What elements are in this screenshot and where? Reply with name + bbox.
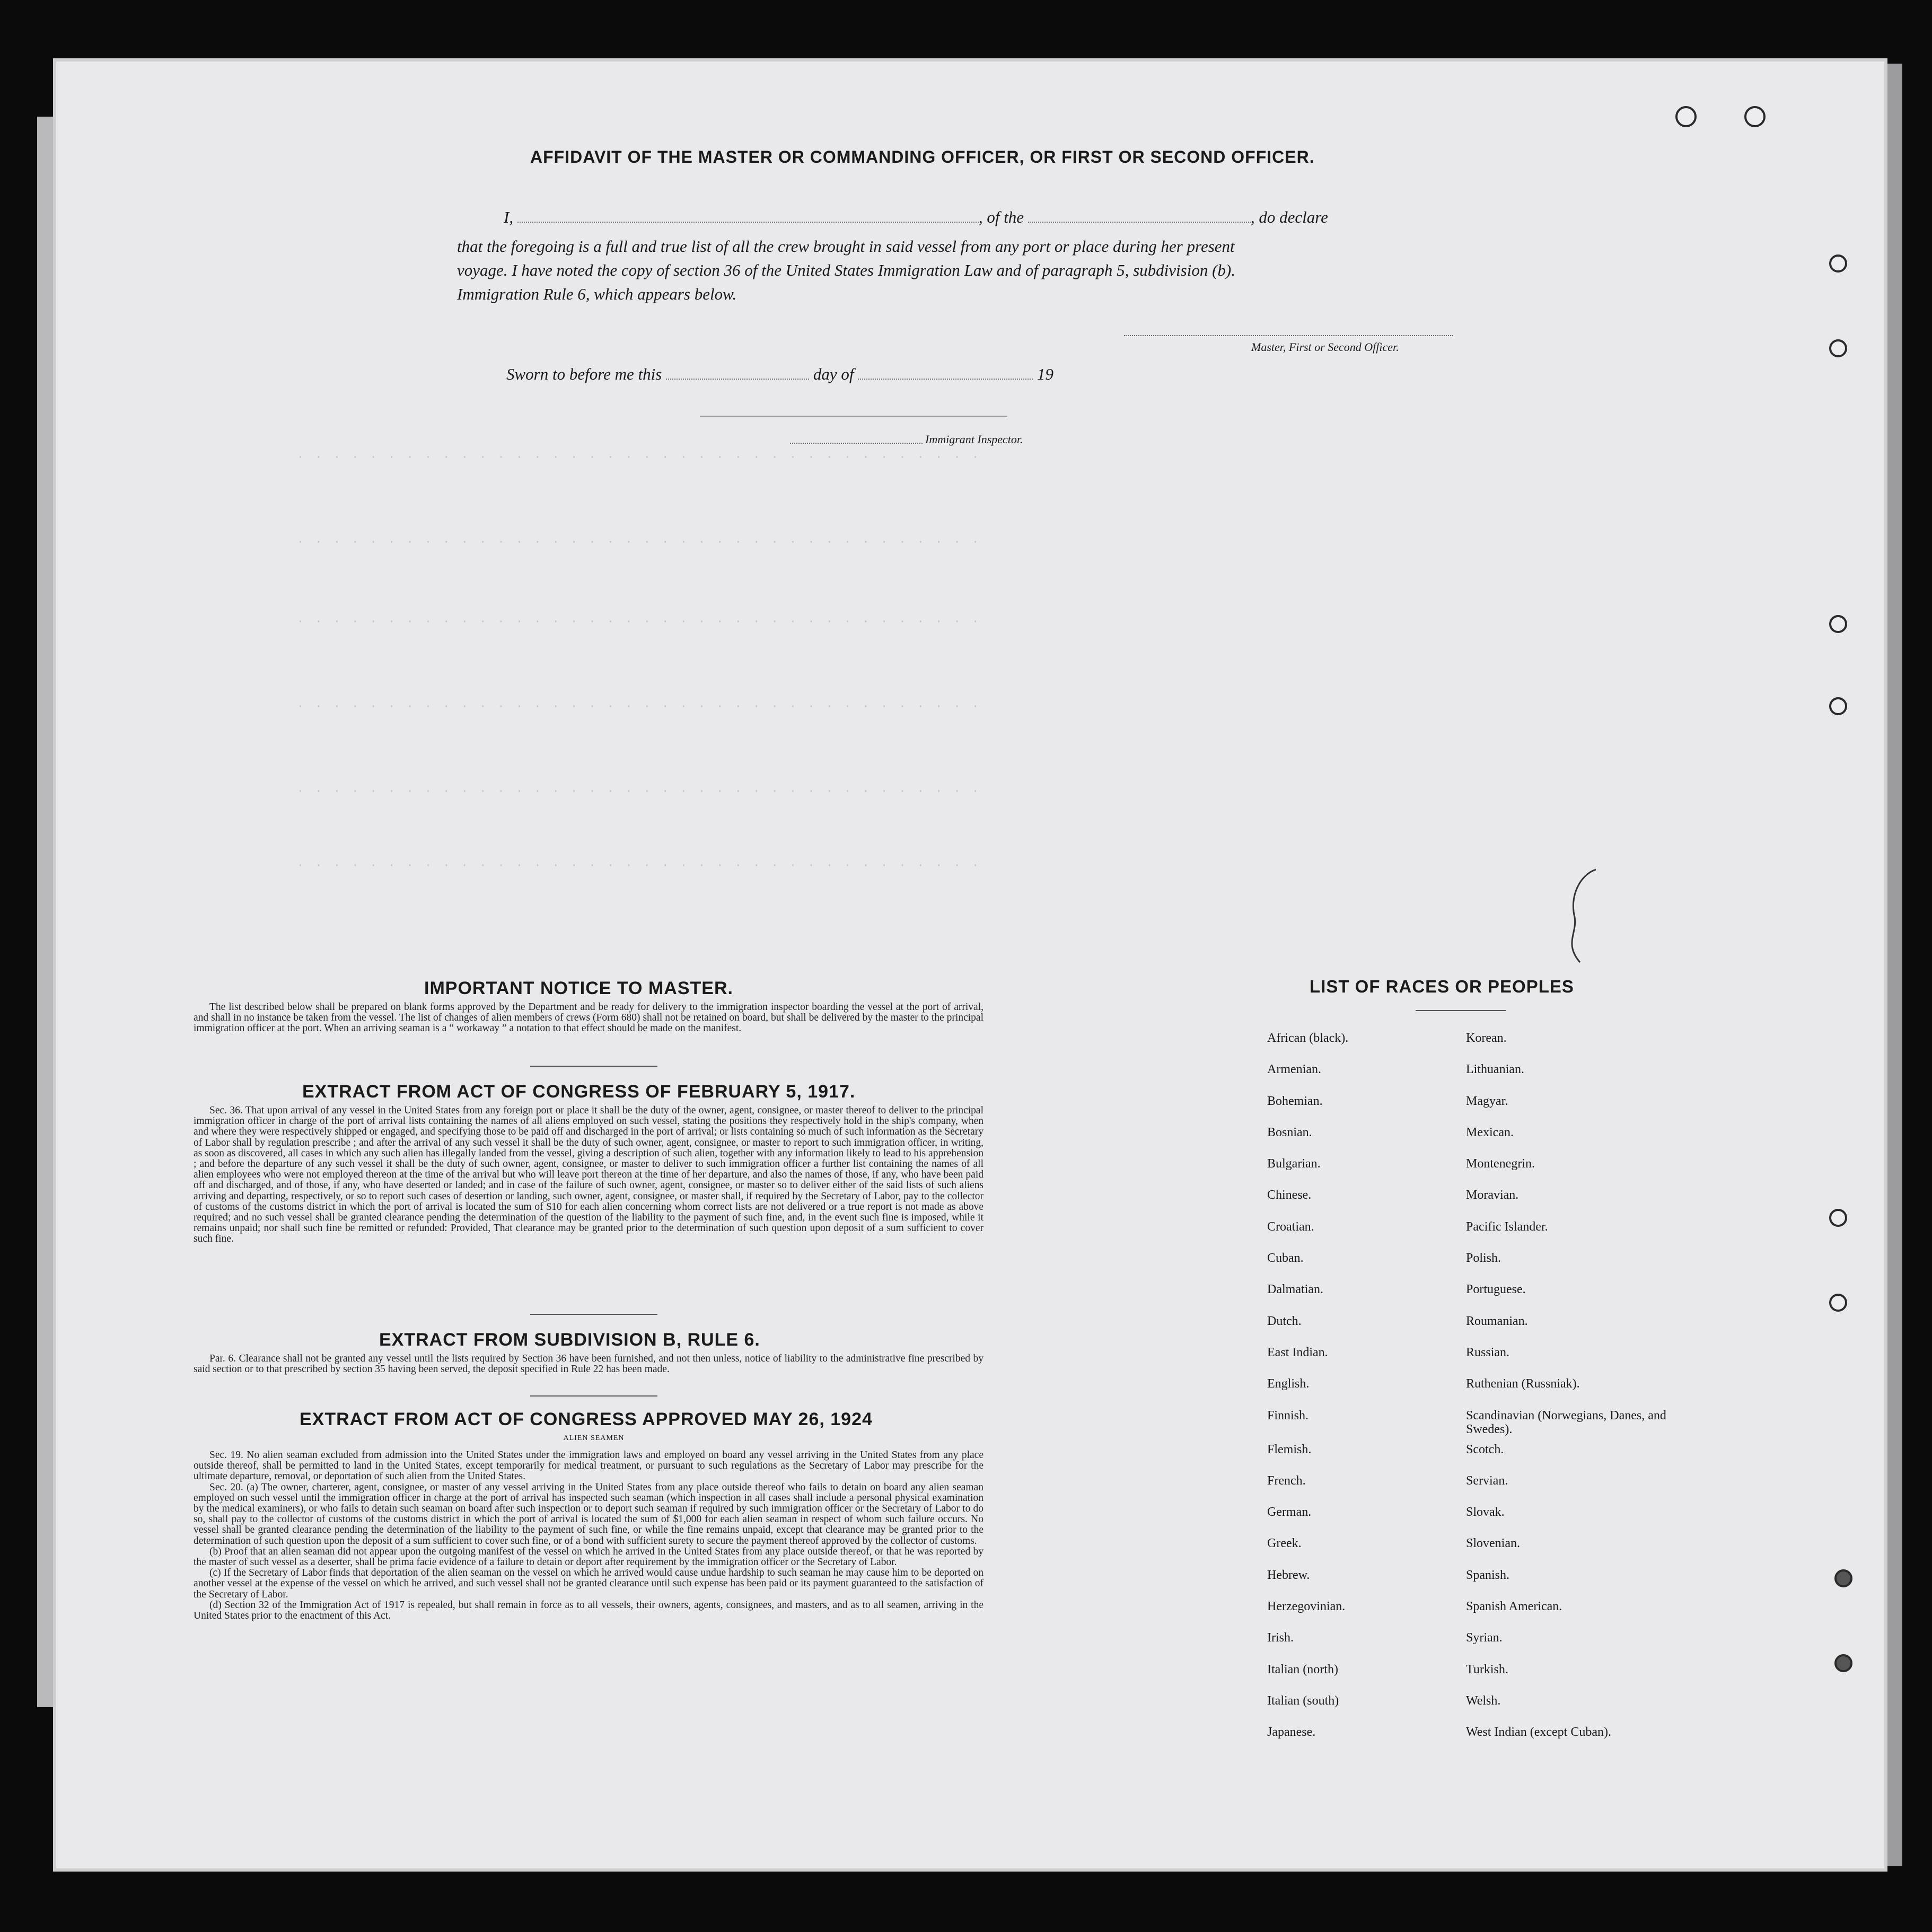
punch-hole-icon: [1829, 1294, 1847, 1312]
affidavit-i-label: I,: [504, 208, 514, 226]
extract-rule-6-title: EXTRACT FROM SUBDIVISION B, RULE 6.: [379, 1330, 760, 1350]
divider: [530, 1066, 657, 1067]
race-item: Lithuanian.: [1466, 1062, 1524, 1077]
officer-name-field[interactable]: [517, 210, 979, 223]
vessel-name-field[interactable]: [1028, 210, 1251, 223]
race-item: Italian (south): [1267, 1693, 1339, 1708]
affidavit-line-3: voyage. I have noted the copy of section 36 of the United States Immigration Law and of paragraph 5, subdivision (b).: [457, 261, 1235, 279]
sworn-before-label: Sworn to before me this: [506, 365, 662, 383]
notice-paragraph: The list described below shall be prepared on blank forms approved by the Department and be ready for delivery to the immigration inspector boarding the vessel at the port of arrival, and shall in no instance be taken from the vessel. The list of changes of alien members of crews (Form 680) shall not be retained on board, but shall be delivered by the master to the principal immigration officer at the port. When an arriving seaman is a “ workaway ” a notation to that effect should be made on the manifest.: [194, 1002, 983, 1034]
races-right-column: [1466, 1031, 1667, 1757]
race-item: Bulgarian.: [1267, 1157, 1321, 1171]
race-item: Pacific Islander.: [1466, 1219, 1548, 1234]
sec-20a-paragraph: Sec. 20. (a) The owner, charterer, agent, consignee, or master of any vessel arriving in the United States from any place outside thereof who fails to detain on board any alien seaman employed on such vessel until the immigration officer in charge at the port of arrival has inspected such seaman (which inspection in all cases shall include a personal physical examination by the medical examiners), or who fails to detain such seaman on board after such inspection or to deport such seaman if required by such immigration officer or the Secretary of Labor to do so, shall pay to the collector of customs of the customs district in which the port of arrival is located the sum of $1,000 for each alien seaman in respect of whom such failure occurs. No vessel shall be granted clearance pending the determination of the liability to the payment of such fine, or while the fine remains unpaid, except that clearance may be granted prior to the determination of such question upon the deposit of a sum sufficient to cover such fine, or of a bond with sufficient surety to secure the payment thereof approved by the collector of customs.: [194, 1481, 983, 1547]
race-item: Slovenian.: [1466, 1536, 1520, 1551]
race-item: Scotch.: [1466, 1442, 1504, 1456]
race-item: Welsh.: [1466, 1693, 1501, 1708]
race-item: Italian (north): [1267, 1662, 1338, 1676]
race-item: English.: [1267, 1377, 1310, 1391]
punch-hole-icon: [1834, 1654, 1852, 1672]
race-item: African (black).: [1267, 1031, 1349, 1045]
divider: [530, 1395, 657, 1397]
race-item: Greek.: [1267, 1536, 1302, 1551]
inspector-signature-line[interactable]: [790, 443, 923, 444]
sec-19-paragraph: Sec. 19. No alien seaman excluded from admission into the United States under the immigration laws and employed on board any vessel arriving in the United States from any place outside thereof, shall be permitted to land in the United States, except temporarily for medical treatment, or pursuant to such regulations as the Secretary of Labor may prescribe for the ultimate departure, removal, or deportation of such alien from the United States.: [194, 1450, 983, 1482]
punch-hole-icon: [1675, 106, 1697, 127]
sec-20b-paragraph: (b) Proof that an alien seaman did not appear upon the outgoing manifest of the vessel on which he arrived in the United States from any place outside thereof, or that he was reported by the master of such vessel as a deserter, shall be prima facie evidence of a failure to detain or deport after requirement by the immigration officer or the Secretary of Labor.: [194, 1545, 983, 1568]
race-item: Mexican.: [1466, 1125, 1514, 1139]
race-item: Scandinavian (Norwegians, Danes, and Swedes).: [1466, 1408, 1666, 1436]
race-item: Japanese.: [1267, 1725, 1316, 1740]
affidavit-line-2: that the foregoing is a full and true list of all the crew brought in said vessel from any port or place during her present: [457, 237, 1235, 256]
race-item: Armenian.: [1267, 1062, 1321, 1077]
race-item: Moravian.: [1466, 1188, 1519, 1202]
day-of-label: day of: [813, 365, 854, 383]
race-item: Spanish American.: [1466, 1600, 1562, 1614]
race-item: Syrian.: [1466, 1631, 1503, 1645]
race-item: Hebrew.: [1267, 1568, 1310, 1582]
bleed-through-row: · · · · · · · · · · · · · · · · · · · · · · · · · · · · · · · · · · · · · ·: [297, 535, 981, 549]
race-item: French.: [1267, 1473, 1306, 1488]
do-declare-label: , do declare: [1250, 208, 1328, 226]
master-signature-label: Master, First or Second Officer.: [1251, 340, 1399, 354]
races-title: LIST OF RACES OR PEOPLES: [1310, 977, 1574, 996]
sworn-day-field[interactable]: [666, 367, 809, 380]
extract-1917-title: EXTRACT FROM ACT OF CONGRESS OF FEBRUARY 5, 1917.: [302, 1082, 856, 1102]
master-signature-line[interactable]: [1124, 335, 1453, 336]
sworn-month-field[interactable]: [858, 367, 1033, 380]
punch-hole-icon: [1744, 106, 1766, 127]
race-item: Slovak.: [1466, 1505, 1505, 1520]
race-item: Spanish.: [1466, 1568, 1510, 1582]
section-36-paragraph: Sec. 36. That upon arrival of any vessel in the United States from any foreign port or place it shall be the duty of the owner, agent, consignee, or master thereof to deliver to the principal immigration officer in charge of the port of arrival lists containing the names of all aliens employed on such vessel, stating the positions they respectively hold in the ship's company, when and where they were respectively shipped or engaged, and specifying those to be paid off and discharged in the port of arrival; or lists containing so much of such information as the Secretary of Labor shall by regulation prescribe ; and after the arrival of any such vessel it shall be the duty of such owner, agent, consignee, or master to report to such immigration officer, in writing, as soon as discovered, all cases in which any such alien has illegally landed from the vessel, giving a description of such alien, together with any information likely to lead to his apprehension ; and before the departure of any such vessel it shall be the duty of such owner, agent, consignee, or master to deliver to such immigration officer a further list containing the names of all alien employees who were not employed thereon at the time of the arrival but who will leave port thereon at the time of her departure, and also the names of those, if any, who have been paid off and discharged, and of those, if any, who have deserted or landed; and in case of the failure of such owner, agent, consignee, or master so to deliver either of the said lists of such aliens arriving and departing, respectively, or so to report such cases of desertion or landing, such owner, agent, consignee, or master shall, if required by the Secretary of Labor, pay to the collector of customs of the customs district in which the port of arrival is located the sum of $10 for each alien concerning whom correct lists are not delivered or a true report is not made as above required; and no such vessel shall be granted clearance pending the determination of the question of the liability to the payment of such fine, and, in the event such fine is imposed, while it remains unpaid; nor shall such fine be remitted or refunded: Provided, That clearance may be granted prior to the determination of such question upon deposit of a sum sufficient to cover such fine.: [194, 1105, 983, 1245]
year-prefix-label: 19: [1037, 365, 1053, 383]
race-item: Croatian.: [1267, 1219, 1314, 1234]
notice-text: [194, 1002, 983, 1034]
punch-hole-icon: [1829, 339, 1847, 357]
race-item: Cuban.: [1267, 1251, 1304, 1266]
sec-20c-paragraph: (c) If the Secretary of Labor finds that deportation of the alien seaman on the vessel on which he arrived would cause undue hardship to such seaman he may cause him to be deported on another vessel at the expense of the vessel on which he arrived, and such vessel shall not be granted clearance until such expense has been paid or its payment guaranteed to the satisfaction of the Secretary of Labor.: [194, 1567, 983, 1600]
race-item: Magyar.: [1466, 1094, 1508, 1108]
affidavit-line-4: Immigration Rule 6, which appears below.: [457, 285, 737, 303]
divider: [530, 1314, 657, 1315]
race-item: Irish.: [1267, 1631, 1294, 1645]
sec-20d-paragraph: (d) Section 32 of the Immigration Act of 1917 is repealed, but shall remain in force as to all vessels, their owners, agents, consignees, and masters, and as to all seamen, arriving in the United States prior to the enactment of this Act.: [194, 1599, 983, 1622]
punch-hole-icon: [1829, 254, 1847, 273]
extract-1924-title: EXTRACT FROM ACT OF CONGRESS APPROVED MAY 26, 1924: [300, 1409, 873, 1429]
affidavit-title: AFFIDAVIT OF THE MASTER OR COMMANDING OFFICER, OR FIRST OR SECOND OFFICER.: [530, 147, 1315, 166]
bleed-through-row: · · · · · · · · · · · · · · · · · · · · · · · · · · · · · · · · · · · · · ·: [297, 451, 981, 464]
race-item: Dutch.: [1267, 1314, 1302, 1328]
race-item: Korean.: [1466, 1031, 1507, 1045]
inspector-label: Immigrant Inspector.: [925, 433, 1023, 446]
bleed-through-row: · · · · · · · · · · · · · · · · · · · · · · · · · · · · · · · · · · · · · ·: [297, 785, 981, 798]
punch-hole-icon: [1829, 615, 1847, 633]
alien-seamen-subtitle: ALIEN SEAMEN: [563, 1434, 625, 1442]
notice-title: IMPORTANT NOTICE TO MASTER.: [424, 978, 733, 998]
pen-mark-icon: [1559, 864, 1606, 970]
race-item: Servian.: [1466, 1473, 1508, 1488]
race-item: West Indian (except Cuban).: [1466, 1725, 1611, 1740]
divider: [700, 416, 1007, 417]
affidavit-line-1: [504, 208, 1328, 227]
race-item: Bosnian.: [1267, 1125, 1312, 1139]
race-item: Montenegrin.: [1466, 1157, 1535, 1171]
divider: [1416, 1010, 1506, 1011]
right-page-edge: [1887, 64, 1902, 1866]
extract-1924-text: [194, 1450, 983, 1621]
par-6-paragraph: Par. 6. Clearance shall not be granted any vessel until the lists required by Section 36 have been furnished, and not then unless, notice of liability to the administrative fine prescribed by said section or to that prescribed by section 35 having been served, the deposit specified in Rule 22 has been made.: [194, 1353, 983, 1375]
races-left-column: [1267, 1031, 1348, 1757]
race-item: Russian.: [1466, 1345, 1510, 1359]
race-item: Chinese.: [1267, 1188, 1312, 1202]
race-item: Flemish.: [1267, 1442, 1312, 1456]
punch-hole-icon: [1834, 1569, 1852, 1587]
punch-hole-icon: [1829, 1209, 1847, 1227]
race-item: Bohemian.: [1267, 1094, 1323, 1108]
of-the-label: , of the: [978, 208, 1024, 226]
race-item: German.: [1267, 1505, 1312, 1520]
race-item: Dalmatian.: [1267, 1283, 1323, 1297]
bleed-through-row: · · · · · · · · · · · · · · · · · · · · · · · · · · · · · · · · · · · · · ·: [297, 615, 981, 628]
race-item: Turkish.: [1466, 1662, 1508, 1676]
race-item: East Indian.: [1267, 1345, 1328, 1359]
race-item: Polish.: [1466, 1251, 1501, 1266]
extract-1917-text: [194, 1105, 983, 1245]
bleed-through-row: · · · · · · · · · · · · · · · · · · · · · · · · · · · · · · · · · · · · · ·: [297, 859, 981, 872]
race-item: Portuguese.: [1466, 1283, 1526, 1297]
race-item: Finnish.: [1267, 1408, 1309, 1422]
left-page-edge: [37, 117, 53, 1707]
race-item: Herzegovinian.: [1267, 1600, 1346, 1614]
sworn-line: [506, 365, 1053, 384]
punch-hole-icon: [1829, 697, 1847, 715]
bleed-through-row: · · · · · · · · · · · · · · · · · · · · · · · · · · · · · · · · · · · · · ·: [297, 700, 981, 713]
race-item: Ruthenian (Russniak).: [1466, 1377, 1580, 1391]
race-item: Roumanian.: [1466, 1314, 1528, 1328]
extract-rule-6-text: [194, 1354, 983, 1375]
